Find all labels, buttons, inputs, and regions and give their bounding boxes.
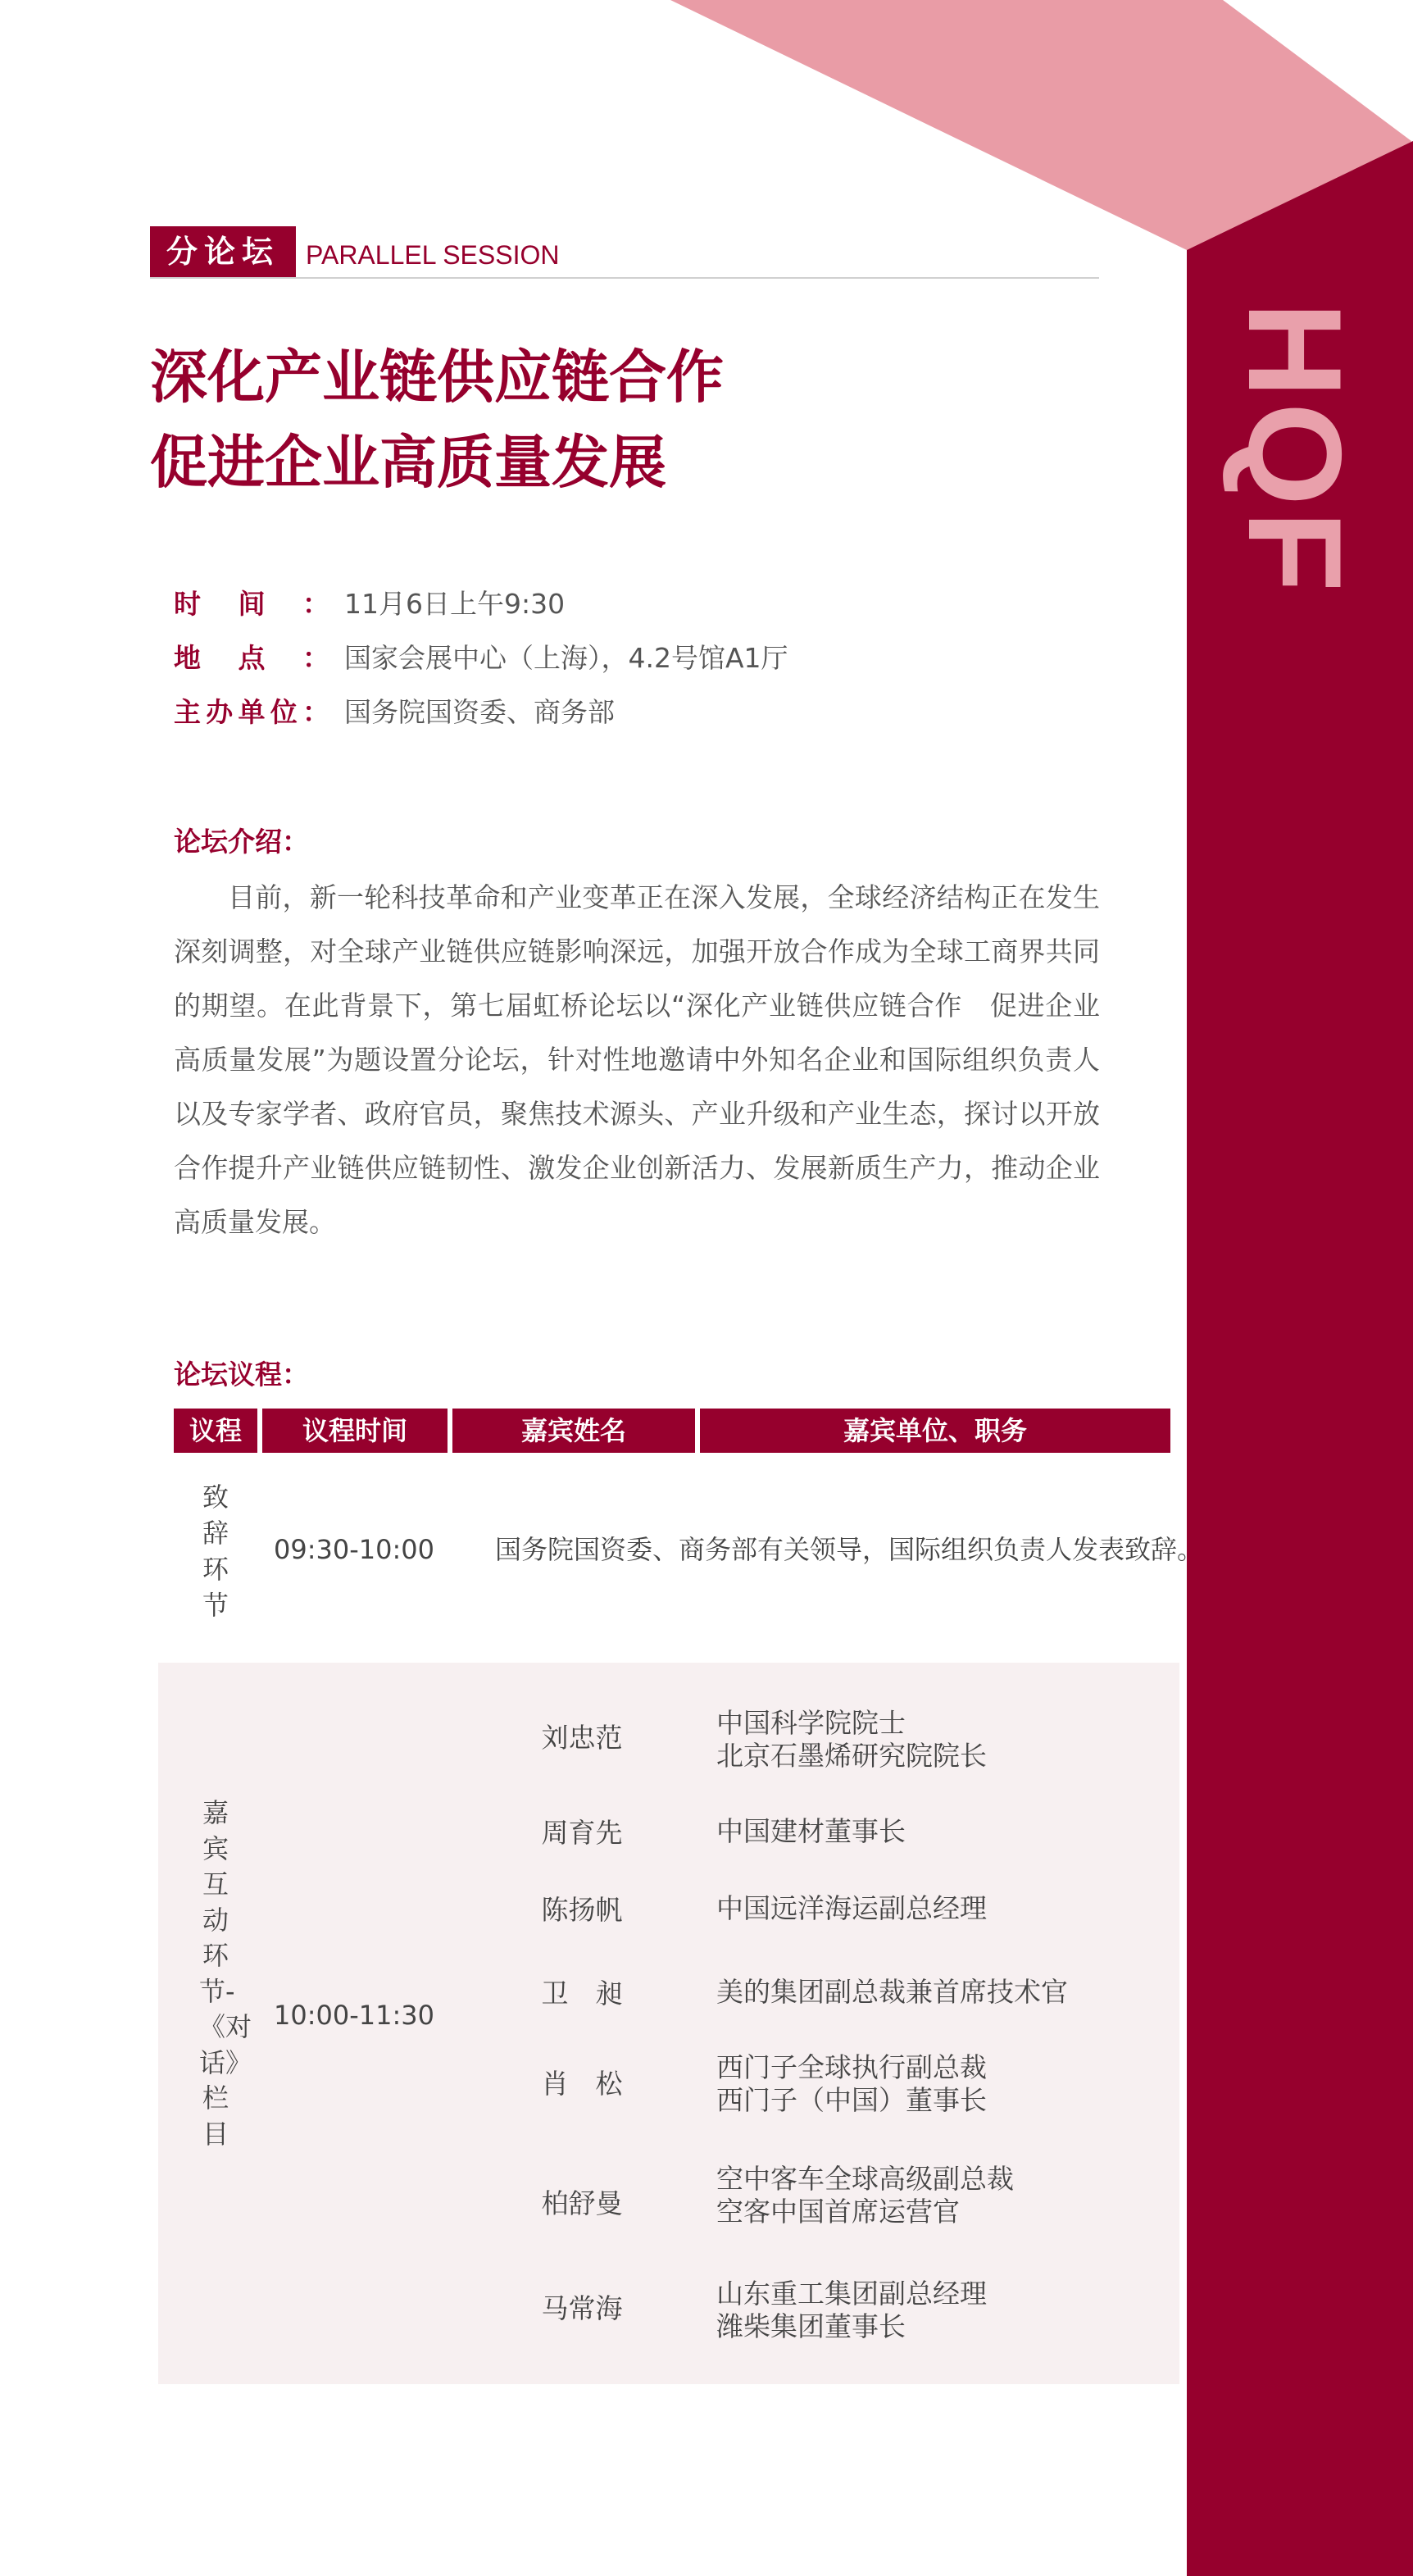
info-label: 主办单位： bbox=[174, 696, 329, 728]
info-value: 11月6日上午9:30 bbox=[344, 588, 566, 620]
guest-title: 中国建材董事长 bbox=[716, 1815, 906, 1847]
parallel-session-tag: 分论坛 bbox=[150, 226, 296, 277]
hqf-logo: HQF bbox=[1220, 302, 1369, 597]
info-label: 地点： bbox=[174, 642, 329, 674]
opening-time: 09:30-10:00 bbox=[274, 1534, 434, 1565]
guest-name: 卫 昶 bbox=[541, 1978, 623, 2009]
info-value: 国家会展中心（上海），4.2号馆A1厅 bbox=[344, 642, 788, 674]
info-value: 国务院国资委、商务部 bbox=[344, 696, 615, 728]
guest-title: 西门子全球执行副总裁 bbox=[716, 2051, 987, 2083]
opening-stage: 致辞环节 bbox=[202, 1481, 229, 1621]
info-row-time bbox=[174, 577, 788, 631]
guest-name: 肖 松 bbox=[541, 2068, 623, 2100]
agenda-header-time: 议程时间 bbox=[262, 1409, 448, 1453]
event-info bbox=[174, 577, 788, 740]
agenda-header-stage: 议程 bbox=[174, 1409, 257, 1453]
guest-title: 山东重工集团副总经理 bbox=[716, 2278, 987, 2310]
info-row-venue bbox=[174, 631, 788, 685]
opening-description: 国务院国资委、商务部有关领导，国际组织负责人发表致辞。 bbox=[495, 1534, 1204, 1565]
intro-paragraph: 目前，新一轮科技革命和产业变革正在深入发展，全球经济结构正在发生深刻调整，对全球产业链供应链影响深远，加强开放合作成为全球工商界共同的期望。在此背景下，第七届虹桥论坛以“深化产业链供应链合作 促进企业高质量发展”为题设置分论坛，针对性地邀请中外知名企业和国际组织负责人以及专家学者、政府官员，聚焦技术源头、产业升级和产业生态，探讨以开放合作提升产业链供应链韧性、激发企业创新活力、发展新质生产力，推动企业高质量发展。 bbox=[174, 881, 1100, 1238]
guest-title: 中国科学院院士 bbox=[716, 1707, 906, 1739]
guest-title: 潍柴集团董事长 bbox=[716, 2310, 906, 2342]
dialogue-time: 10:00-11:30 bbox=[274, 2000, 434, 2031]
guest-title: 中国远洋海运副总经理 bbox=[716, 1892, 987, 1924]
agenda-header-guest-title: 嘉宾单位、职务 bbox=[700, 1409, 1170, 1453]
agenda-header-guest-name: 嘉宾姓名 bbox=[452, 1409, 695, 1453]
guest-name: 刘忠范 bbox=[541, 1722, 623, 1754]
guest-name: 柏舒曼 bbox=[541, 2187, 623, 2219]
guest-title: 北京石墨烯研究院院长 bbox=[716, 1740, 987, 1772]
guest-title: 空中客车全球高级副总裁 bbox=[716, 2163, 1014, 2195]
guest-name: 周育先 bbox=[541, 1817, 623, 1849]
intro-label: 论坛介绍： bbox=[174, 826, 309, 858]
guest-title: 美的集团副总裁兼首席技术官 bbox=[716, 1976, 1068, 2008]
parallel-session-english: PARALLEL SESSION bbox=[306, 240, 560, 270]
page-title bbox=[150, 335, 1134, 505]
agenda-label: 论坛议程： bbox=[174, 1359, 309, 1390]
info-label: 时间： bbox=[174, 588, 329, 620]
guest-title: 西门子（中国）董事长 bbox=[716, 2084, 987, 2116]
title-line-2: 促进企业高质量发展 bbox=[150, 429, 666, 496]
dialogue-stage: 嘉宾互动环节-《对话》栏目 bbox=[199, 1797, 252, 2150]
info-row-organizer bbox=[174, 685, 788, 740]
section-header bbox=[150, 226, 1099, 279]
guest-name: 马常海 bbox=[541, 2292, 623, 2324]
title-line-1: 深化产业链供应链合作 bbox=[150, 344, 724, 411]
guest-name: 陈扬帆 bbox=[541, 1894, 623, 1926]
guest-title: 空客中国首席运营官 bbox=[716, 2196, 960, 2228]
